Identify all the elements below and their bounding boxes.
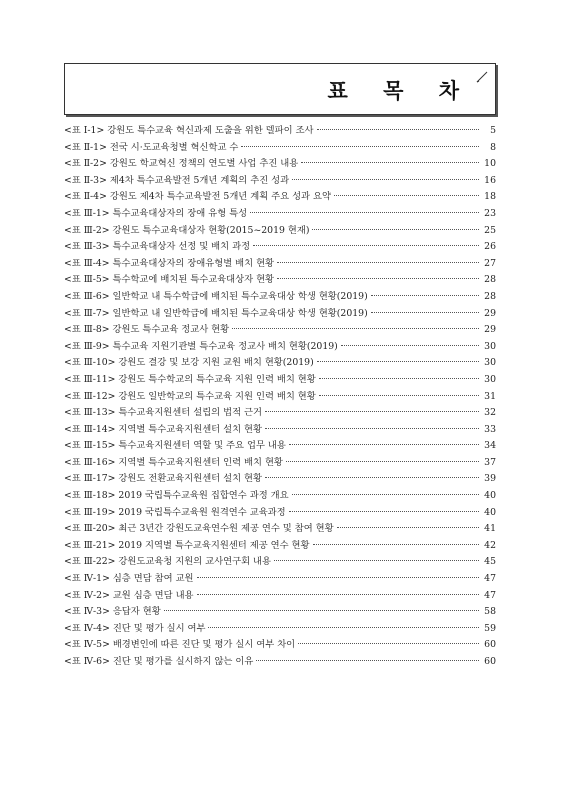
- entry-page-number: 28: [484, 290, 496, 302]
- entry-page-number: 31: [484, 390, 496, 402]
- toc-entry[interactable]: [64, 156, 496, 173]
- entry-page-number: 16: [484, 174, 496, 186]
- entry-page-number: 25: [484, 224, 496, 236]
- dot-leader: [319, 378, 479, 379]
- entry-page-number: 41: [484, 523, 496, 535]
- entry-label: <표 Ⅲ-21> 2019 지역별 특수교육지원센터 제공 연수 현황: [64, 539, 310, 551]
- toc-entry[interactable]: [64, 554, 496, 571]
- dot-leader: [317, 129, 479, 130]
- dot-leader: [208, 627, 479, 628]
- toc-entry[interactable]: [64, 488, 496, 505]
- toc-entry[interactable]: [64, 123, 496, 140]
- dot-leader: [197, 594, 479, 595]
- toc-entry[interactable]: [64, 505, 496, 522]
- entry-label: <표 Ⅲ-1> 특수교육대상자의 장애 유형 특성: [64, 207, 248, 219]
- entry-label: <표 Ⅳ-2> 교원 심층 면담 내용: [64, 589, 194, 601]
- entry-page-number: 60: [484, 656, 496, 667]
- entry-page-number: 30: [484, 357, 496, 369]
- dot-leader: [286, 461, 479, 462]
- toc-entry[interactable]: [64, 173, 496, 190]
- entry-page-number: 42: [484, 539, 496, 551]
- dot-leader: [289, 511, 479, 512]
- toc-entry[interactable]: [64, 471, 496, 488]
- entry-page-number: 45: [484, 556, 496, 568]
- entry-label: <표 Ⅲ-3> 특수교육대상자 선정 및 배치 과정: [64, 241, 251, 253]
- dot-leader: [274, 560, 479, 561]
- entry-page-number: 10: [484, 158, 496, 170]
- dot-leader: [265, 411, 479, 412]
- dot-leader: [337, 527, 479, 528]
- toc-entry[interactable]: [64, 272, 496, 289]
- toc-entry[interactable]: [64, 239, 496, 256]
- dot-leader: [298, 643, 479, 644]
- dot-leader: [292, 494, 479, 495]
- entry-page-number: 39: [484, 473, 496, 485]
- entry-label: <표 Ⅱ-2> 강원도 학교혁신 정책의 연도별 사업 추진 내용: [64, 158, 299, 170]
- dot-leader: [313, 544, 479, 545]
- entry-page-number: 29: [484, 324, 496, 336]
- toc-entry[interactable]: [64, 422, 496, 439]
- entry-page-number: 28: [484, 274, 496, 286]
- entry-page-number: 23: [484, 207, 496, 219]
- entry-page-number: 30: [484, 340, 496, 352]
- entry-label: <표 Ⅱ-1> 전국 시·도교육청별 혁신학교 수: [64, 141, 239, 153]
- entry-page-number: 34: [484, 440, 496, 452]
- entry-page-number: 37: [484, 456, 496, 468]
- dot-leader: [250, 212, 479, 213]
- title-box: [64, 63, 496, 115]
- toc-entry[interactable]: [64, 372, 496, 389]
- entry-label: <표 Ⅱ-3> 제4차 특수교육발전 5개년 계획의 추진 성과: [64, 174, 290, 186]
- toc-entry[interactable]: [64, 289, 496, 306]
- entry-label: <표 Ⅰ-1> 강원도 특수교육 혁신과제 도출을 위한 델파이 조사: [64, 125, 314, 136]
- toc-entry[interactable]: [64, 588, 496, 605]
- toc-entry[interactable]: [64, 140, 496, 157]
- entry-label: <표 Ⅲ-9> 특수교육 지원기관별 특수교육 정교사 배치 현황(2019): [64, 340, 338, 352]
- entry-label: <표 Ⅲ-11> 강원도 특수학교의 특수교육 지원 인력 배치 현황: [64, 373, 316, 385]
- dot-leader: [292, 179, 479, 180]
- dot-leader: [341, 345, 479, 346]
- toc-entry[interactable]: [64, 339, 496, 356]
- entry-label: <표 Ⅳ-4> 진단 및 평가 실시 여부: [64, 622, 206, 634]
- entry-label: <표 Ⅲ-5> 특수학교에 배치된 특수교육대상자 현황: [64, 274, 275, 286]
- dot-leader: [253, 245, 479, 246]
- dot-leader: [265, 477, 479, 478]
- entry-label: <표 Ⅲ-15> 특수교육지원센터 역할 및 주요 업무 내용: [64, 440, 286, 452]
- entry-page-number: 18: [484, 191, 496, 203]
- entry-label: <표 Ⅱ-4> 강원도 제4차 특수교육발전 5개년 계획 주요 성과 요약: [64, 191, 331, 203]
- entry-label: <표 Ⅲ-6> 일반학교 내 특수학급에 배치된 특수교육대상 학생 현황(2019): [64, 290, 368, 302]
- entry-label: <표 Ⅲ-16> 지역별 특수교육지원센터 인력 배치 현황: [64, 456, 283, 468]
- entry-page-number: 58: [484, 606, 496, 618]
- toc-entry[interactable]: [64, 604, 496, 621]
- dot-leader: [301, 162, 479, 163]
- dot-leader: [312, 229, 479, 230]
- toc-entry[interactable]: [64, 521, 496, 538]
- toc-entry[interactable]: [64, 654, 496, 671]
- entry-label: <표 Ⅲ-8> 강원도 특수교육 정교사 현황: [64, 324, 230, 336]
- entry-page-number: 59: [484, 622, 496, 634]
- entry-label: <표 Ⅲ-18> 2019 국립특수교육원 집합연수 과정 개요: [64, 490, 289, 502]
- dot-leader: [241, 146, 479, 147]
- entry-label: <표 Ⅲ-12> 강원도 일반학교의 특수교육 지원 인력 배치 현황: [64, 390, 316, 402]
- entry-label: <표 Ⅲ-7> 일반학교 내 일반학급에 배치된 특수교육대상 학생 현황(2019): [64, 307, 368, 319]
- pencil-icon: [475, 70, 489, 84]
- entry-page-number: 60: [484, 639, 496, 651]
- dot-leader: [197, 577, 479, 578]
- toc-entry[interactable]: [64, 256, 496, 273]
- entry-label: <표 Ⅲ-17> 강원도 전환교육지원센터 설치 현황: [64, 473, 262, 485]
- dot-leader: [371, 295, 479, 296]
- entry-page-number: 40: [484, 490, 496, 502]
- entry-label: <표 Ⅲ-20> 최근 3년간 강원도교육연수원 제공 연수 및 참여 현황: [64, 523, 334, 535]
- dot-leader: [371, 312, 479, 313]
- entry-label: <표 Ⅲ-13> 특수교육지원센터 설립의 법적 근거: [64, 407, 262, 419]
- dot-leader: [319, 395, 479, 396]
- dot-leader: [256, 660, 479, 661]
- entry-page-number: 47: [484, 573, 496, 585]
- toc-entry[interactable]: [64, 538, 496, 555]
- toc-entry[interactable]: [64, 189, 496, 206]
- entry-label: <표 Ⅳ-6> 진단 및 평가를 실시하지 않는 이유: [64, 656, 254, 667]
- entry-label: <표 Ⅲ-19> 2019 국립특수교육원 원격연수 교육과정: [64, 506, 286, 518]
- entry-page-number: 30: [484, 373, 496, 385]
- entry-label: <표 Ⅳ-3> 응답자 현황: [64, 606, 161, 618]
- dot-leader: [277, 262, 479, 263]
- entry-label: <표 Ⅲ-22> 강원도교육청 지원의 교사연구회 내용: [64, 556, 271, 568]
- toc-entry[interactable]: [64, 438, 496, 455]
- entry-page-number: 5: [490, 125, 496, 136]
- entry-page-number: 26: [484, 241, 496, 253]
- entry-page-number: 47: [484, 589, 496, 601]
- toc-entry[interactable]: [64, 206, 496, 223]
- table-of-contents: [64, 123, 496, 671]
- entry-page-number: 8: [490, 141, 496, 153]
- dot-leader: [232, 328, 479, 329]
- toc-entry[interactable]: [64, 621, 496, 638]
- page-title: 표 목 차: [327, 79, 473, 103]
- toc-entry[interactable]: [64, 637, 496, 654]
- dot-leader: [164, 610, 479, 611]
- entry-page-number: 33: [484, 423, 496, 435]
- toc-entry[interactable]: [64, 306, 496, 323]
- entry-label: <표 Ⅲ-4> 특수교육대상자의 장애유형별 배치 현황: [64, 257, 275, 269]
- entry-label: <표 Ⅲ-10> 강원도 결강 및 보강 지원 교원 배치 현황(2019): [64, 357, 314, 369]
- toc-entry[interactable]: [64, 405, 496, 422]
- toc-entry[interactable]: [64, 389, 496, 406]
- dot-leader: [334, 195, 479, 196]
- dot-leader: [265, 428, 479, 429]
- entry-label: <표 Ⅳ-1> 심층 면담 참여 교원: [64, 573, 194, 585]
- toc-entry[interactable]: [64, 322, 496, 339]
- entry-page-number: 32: [484, 407, 496, 419]
- toc-entry[interactable]: [64, 223, 496, 240]
- entry-label: <표 Ⅲ-2> 강원도 특수교육대상자 현황(2015~2019 현재): [64, 224, 310, 236]
- toc-entry[interactable]: [64, 355, 496, 372]
- entry-page-number: 27: [484, 257, 496, 269]
- entry-page-number: 40: [484, 506, 496, 518]
- toc-entry[interactable]: [64, 455, 496, 472]
- dot-leader: [289, 444, 479, 445]
- entry-page-number: 29: [484, 307, 496, 319]
- dot-leader: [277, 278, 479, 279]
- toc-entry[interactable]: [64, 571, 496, 588]
- entry-label: <표 Ⅲ-14> 지역별 특수교육지원센터 설치 현황: [64, 423, 262, 435]
- entry-label: <표 Ⅳ-5> 배경변인에 따른 진단 및 평가 실시 여부 차이: [64, 639, 296, 651]
- dot-leader: [317, 361, 479, 362]
